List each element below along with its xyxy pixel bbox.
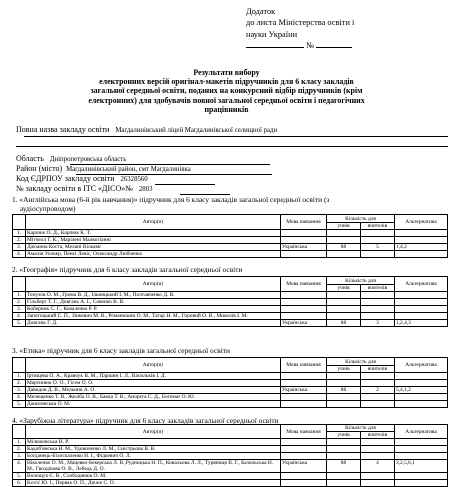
table-row xyxy=(13,394,448,401)
section-2-table xyxy=(12,276,448,327)
table-row xyxy=(13,237,448,244)
number-blank xyxy=(316,47,352,48)
table-row xyxy=(13,230,448,237)
students-header: учнів xyxy=(327,223,361,230)
document-title xyxy=(14,68,439,114)
teachers-header: вчителів xyxy=(361,432,395,439)
language-cell: Українська xyxy=(281,387,327,394)
row-number-cell: 2. xyxy=(13,380,26,387)
alternative-cell xyxy=(395,380,448,387)
field-underline xyxy=(16,146,448,147)
students-count-cell xyxy=(327,453,361,460)
students-count-cell xyxy=(327,480,361,487)
section-title: «Зарубіжна література» підручник для 6 класу закладів загальної середньої освіти xyxy=(19,416,279,425)
table-row xyxy=(13,453,448,460)
alternative-cell xyxy=(395,473,448,480)
author-cell: Волощук Є. В., Слободянюк О. М. xyxy=(26,473,281,480)
count-header: Кількість для xyxy=(327,425,395,432)
alternative-cell xyxy=(395,480,448,487)
title-line-5: працівників xyxy=(204,104,249,114)
language-cell xyxy=(281,401,327,408)
alternative-cell xyxy=(395,439,448,446)
row-number-cell: 1. xyxy=(13,373,26,380)
section-3-heading xyxy=(12,347,448,356)
alternative-cell xyxy=(395,394,448,401)
num-header xyxy=(13,215,26,230)
title-line-4: електронних) для здобувачів повної загальної середньої освіти і педагогічних xyxy=(88,95,365,105)
its-label: № закладу освіти в ІТС «ДІСО»№ xyxy=(16,184,133,193)
alternative-cell xyxy=(395,237,448,244)
number-sign: № xyxy=(306,40,315,50)
students-count-cell xyxy=(327,394,361,401)
table-row xyxy=(13,299,448,306)
table-row xyxy=(13,401,448,408)
its-value: 2803 xyxy=(138,186,153,193)
author-cell: Іртищева О. А., Кравчук В. М., Паршин І. Л., Васильків І. Д. xyxy=(26,373,281,380)
title-line-1: Результати вибору xyxy=(193,68,260,77)
author-cell: Топузов О. М., Грома В. Д., Ільницький І. М., Полтавченко Д. В. xyxy=(26,292,281,299)
section-3-table xyxy=(12,357,448,408)
row-number-cell: 6. xyxy=(13,480,26,487)
addendum-line-2: до листа Міністерства освіти і xyxy=(246,18,355,28)
num-header xyxy=(13,358,26,373)
teachers-count-cell xyxy=(361,453,395,460)
author-cell: Гільберг Т. Г., Довгань А. І., Совенко В. В. xyxy=(26,299,281,306)
section-4-table xyxy=(12,424,448,487)
row-number-cell: 4. xyxy=(13,394,26,401)
students-count-cell xyxy=(327,401,361,408)
alternative-cell xyxy=(395,230,448,237)
teachers-count-cell xyxy=(361,380,395,387)
section-1-table xyxy=(12,214,448,258)
section-2-body xyxy=(13,292,448,327)
teachers-count-cell xyxy=(361,373,395,380)
students-count-cell xyxy=(327,306,361,313)
field-underline xyxy=(24,136,448,137)
teachers-count-cell xyxy=(361,251,395,258)
section-1-body xyxy=(13,230,448,258)
row-number-cell: 3. xyxy=(13,387,26,394)
students-header: учнів xyxy=(327,432,361,439)
teachers-header: вчителів xyxy=(361,285,395,292)
teachers-count-cell xyxy=(361,473,395,480)
addendum-line-3: науки України xyxy=(246,29,298,39)
students-count-cell xyxy=(327,313,361,320)
language-cell xyxy=(281,453,327,460)
language-cell xyxy=(281,373,327,380)
lang-header: Мова навчання xyxy=(281,358,327,373)
alternative-cell xyxy=(395,453,448,460)
lang-header: Мова навчання xyxy=(281,215,327,230)
row-number-cell: 3. xyxy=(13,306,26,313)
alternative-cell xyxy=(395,373,448,380)
alternative-cell xyxy=(395,251,448,258)
author-cell: Амалія Уолкер, Пенєі Левіс, Олександр Любченко xyxy=(26,251,281,258)
language-cell xyxy=(281,473,327,480)
section-1-heading xyxy=(12,196,448,213)
author-cell: Ković Ю. І., Первак О. П., Дячок С. О. xyxy=(26,480,281,487)
table-row xyxy=(13,313,448,320)
author-cell: Мітчелл Г. К., Марілені Малкогіанні xyxy=(26,237,281,244)
author-cell: Мелещенко Т. В., Желіба О. В., Бакка Т. В., Анорєга С. Д., Богомаз О. Ю. xyxy=(26,394,281,401)
title-line-3: загальної середньої освіти, поданих на конкурсний відбір підручників (крім xyxy=(90,86,363,96)
language-cell xyxy=(281,446,327,453)
lang-header: Мова навчання xyxy=(281,425,327,439)
students-count-cell: 88 xyxy=(327,320,361,327)
table-row xyxy=(13,320,448,327)
language-cell xyxy=(281,237,327,244)
row-number-cell: 1. xyxy=(13,230,26,237)
row-number-cell: 4. xyxy=(13,251,26,258)
teachers-count-cell xyxy=(361,230,395,237)
row-number-cell: 1. xyxy=(13,439,26,446)
author-cell: Данилевська О. М. xyxy=(26,401,281,408)
teachers-count-cell: 4 xyxy=(361,460,395,473)
title-line-2: електронних версій оригінал-макетів підручників для 6 класу закладів xyxy=(99,77,354,87)
students-count-cell xyxy=(327,299,361,306)
language-cell: Українська xyxy=(281,320,327,327)
students-count-cell xyxy=(327,373,361,380)
author-cell: Мартинюк О. О., Гісем О. О. xyxy=(26,380,281,387)
students-header: учнів xyxy=(327,285,361,292)
its-field xyxy=(16,184,153,195)
school-name-label: Повна назва закладу освіти xyxy=(16,125,110,134)
teachers-header: вчителів xyxy=(361,223,395,230)
language-cell: Українська xyxy=(281,244,327,251)
author-cell: Запотоцький С. П., Зінкевич М. В., Романишин О. М., Татар Н. М., Горовий О. В., Миколів І. М. xyxy=(26,313,281,320)
table-row xyxy=(13,446,448,453)
table-row xyxy=(13,387,448,394)
table-row xyxy=(13,373,448,380)
students-count-cell xyxy=(327,473,361,480)
author-cell: Давидов Д. В., Мельник А. О. xyxy=(26,387,281,394)
students-count-cell xyxy=(327,439,361,446)
table-row xyxy=(13,380,448,387)
edrpou-label: Код ЄДРПОУ закладу освіти xyxy=(16,174,115,183)
teachers-count-cell: 2 xyxy=(361,387,395,394)
students-count-cell xyxy=(327,380,361,387)
alternative-cell: 1,2,4,3 xyxy=(395,320,448,327)
language-cell xyxy=(281,394,327,401)
author-cell: Ніколенко О. М., Мацевко-Бекерська Л. В.,Рудницька Н. П., Ковальова Л. Л., Туряниця В. Г., Базильська Н. М., Гвоздікова О. В., Лебедь Д. О. xyxy=(26,460,281,473)
lang-header: Мова навчання xyxy=(281,277,327,292)
teachers-header: вчителів xyxy=(361,366,395,373)
addendum-line-4 xyxy=(246,40,446,51)
language-cell xyxy=(281,480,327,487)
alt-header: Альтернатива xyxy=(395,277,448,292)
date-blank xyxy=(246,47,304,48)
section-2-heading xyxy=(12,266,448,275)
alternative-cell xyxy=(395,401,448,408)
students-count-cell: 88 xyxy=(327,244,361,251)
students-count-cell: 88 xyxy=(327,460,361,473)
language-cell xyxy=(281,306,327,313)
author-cell: Карпюк О. Д., Карпюк К. Т. xyxy=(26,230,281,237)
teachers-count-cell xyxy=(361,439,395,446)
language-cell xyxy=(281,299,327,306)
row-number-cell: 4. xyxy=(13,460,26,473)
language-cell: Українська xyxy=(281,460,327,473)
count-header: Кількість для xyxy=(327,358,395,366)
section-title: «Географія» підручник для 6 класу закладів загальної середньої освіти xyxy=(19,265,243,274)
language-cell xyxy=(281,230,327,237)
section-number: 2. xyxy=(12,265,18,274)
teachers-count-cell xyxy=(361,394,395,401)
language-cell xyxy=(281,292,327,299)
table-row xyxy=(13,480,448,487)
teachers-count-cell xyxy=(361,237,395,244)
alt-header: Альтернатива xyxy=(395,425,448,439)
author-cell: Кадоб'янська Н. М., Удовиченко Л. М., Сністрьова В. В. xyxy=(26,446,281,453)
table-row xyxy=(13,244,448,251)
row-number-cell: 3. xyxy=(13,244,26,251)
alt-header: Альтернатива xyxy=(395,358,448,373)
alternative-cell: 3,2,5,6,1 xyxy=(395,460,448,473)
row-number-cell: 4. xyxy=(13,313,26,320)
table-row xyxy=(13,292,448,299)
author-header: Автор(и) xyxy=(26,425,281,439)
table-row xyxy=(13,306,448,313)
alternative-cell xyxy=(395,313,448,320)
author-header: Автор(и) xyxy=(26,277,281,292)
section-number: 1. xyxy=(12,195,18,204)
author-cell: Довгань Г. Д. xyxy=(26,320,281,327)
author-header: Автор(и) xyxy=(26,215,281,230)
section-title-cont: аудіосупроводом) xyxy=(20,203,76,213)
row-number-cell: 5. xyxy=(13,401,26,408)
author-cell: Коберник С. Г., Коваленко Р. Р. xyxy=(26,306,281,313)
school-name-value: Магдалинівський ліцей Магдалинівської селищної ради xyxy=(115,127,278,134)
section-4-body xyxy=(13,439,448,487)
row-number-cell: 2. xyxy=(13,299,26,306)
language-cell xyxy=(281,439,327,446)
section-number: 3. xyxy=(12,346,18,355)
teachers-count-cell xyxy=(361,313,395,320)
students-count-cell xyxy=(327,292,361,299)
students-header: учнів xyxy=(327,366,361,373)
row-number-cell: 2. xyxy=(13,237,26,244)
teachers-count-cell xyxy=(361,292,395,299)
teachers-count-cell: 5 xyxy=(361,244,395,251)
teachers-count-cell xyxy=(361,299,395,306)
addendum-block xyxy=(246,6,446,51)
teachers-count-cell xyxy=(361,446,395,453)
alt-header: Альтернатива xyxy=(395,215,448,230)
school-name-field xyxy=(16,125,277,136)
alternative-cell: 1,4,2 xyxy=(395,244,448,251)
author-cell: Мілюковська Н. Р. xyxy=(26,439,281,446)
teachers-count-cell xyxy=(361,480,395,487)
author-cell: Джоанна Коста, Мелані Вільямс xyxy=(26,244,281,251)
row-number-cell: 5. xyxy=(13,473,26,480)
addendum-line-1: Додаток xyxy=(246,7,276,16)
language-cell xyxy=(281,251,327,258)
count-header: Кількість для xyxy=(327,277,395,285)
students-count-cell xyxy=(327,251,361,258)
alternative-cell xyxy=(395,299,448,306)
alternative-cell xyxy=(395,306,448,313)
district-label: Район (місто) xyxy=(16,164,63,173)
district-value: Магдалинівський район, смт Магдалинівка xyxy=(66,166,191,173)
field-underline xyxy=(155,184,215,185)
row-number-cell: 3. xyxy=(13,453,26,460)
table-row xyxy=(13,473,448,480)
section-title: «Етика» підручник для 6 класу закладів загальної середньої освіти xyxy=(19,346,230,355)
section-3-body xyxy=(13,373,448,408)
alternative-cell: 5,4,1,2 xyxy=(395,387,448,394)
num-header xyxy=(13,425,26,439)
region-label: Область xyxy=(16,154,44,163)
language-cell xyxy=(281,380,327,387)
table-row xyxy=(13,251,448,258)
author-header: Автор(и) xyxy=(26,358,281,373)
students-count-cell xyxy=(327,230,361,237)
region-value: Дніпропетровська область xyxy=(49,156,127,163)
section-title: «Англійська мова (6-й рік навчання)» підручник для 6 класу закладів загальної середньої освіти (з xyxy=(19,195,330,204)
teachers-count-cell xyxy=(361,401,395,408)
alternative-cell xyxy=(395,446,448,453)
row-number-cell: 1. xyxy=(13,292,26,299)
table-row xyxy=(13,439,448,446)
row-number-cell: 5. xyxy=(13,320,26,327)
author-cell: Богданець-Білоскаленко Н. І., Фідкевич О. Л. xyxy=(26,453,281,460)
table-row xyxy=(13,460,448,473)
num-header xyxy=(13,277,26,292)
alternative-cell xyxy=(395,292,448,299)
students-count-cell xyxy=(327,446,361,453)
row-number-cell: 2. xyxy=(13,446,26,453)
edrpou-value: 26328560 xyxy=(120,176,148,183)
students-count-cell xyxy=(327,237,361,244)
language-cell xyxy=(281,313,327,320)
section-number: 4. xyxy=(12,416,18,425)
teachers-count-cell xyxy=(361,306,395,313)
students-count-cell: 88 xyxy=(327,387,361,394)
teachers-count-cell: 3 xyxy=(361,320,395,327)
count-header: Кількість для xyxy=(327,215,395,223)
